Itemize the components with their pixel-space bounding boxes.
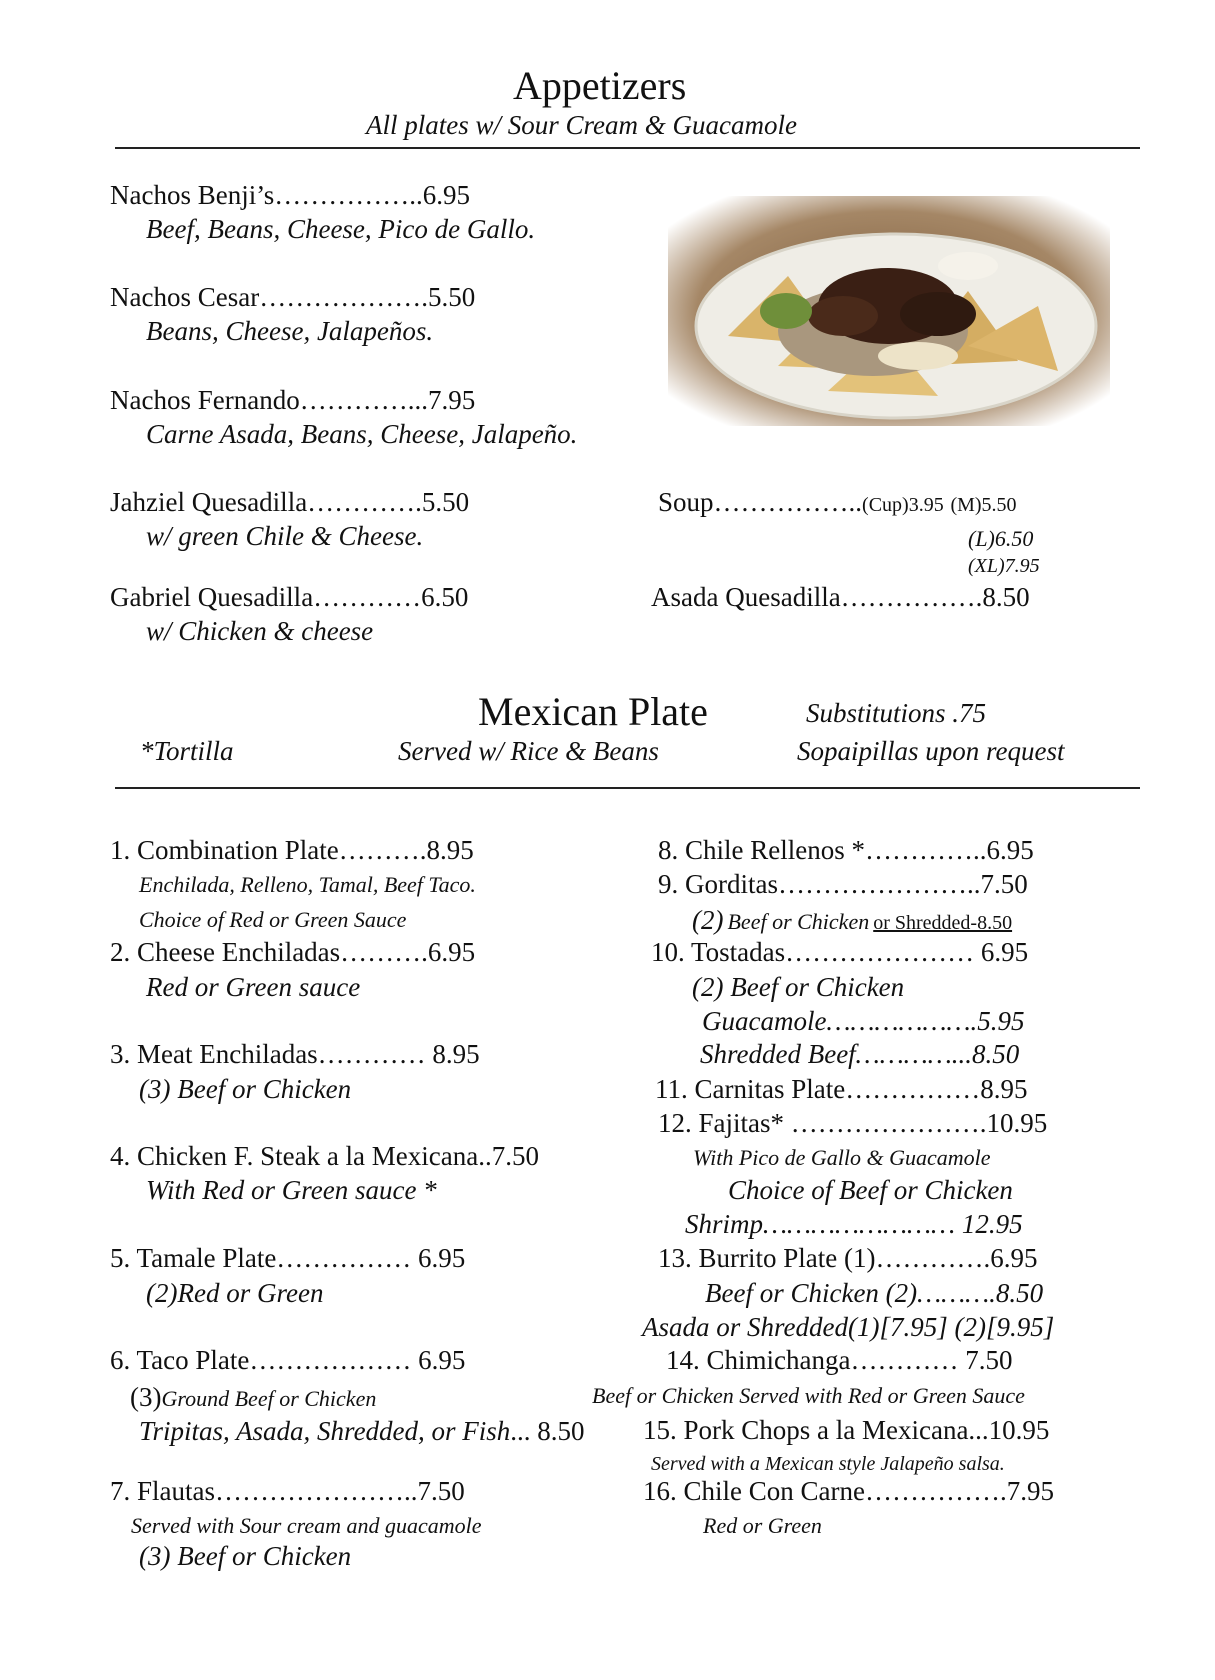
- mexican-plate-title: Mexican Plate: [478, 689, 708, 734]
- appetizers-subtitle: All plates w/ Sour Cream & Guacamole: [366, 110, 797, 140]
- menu-item-desc: Enchilada, Relleno, Tamal, Beef Taco.: [139, 872, 476, 897]
- sopaipillas-note: Sopaipillas upon request: [797, 736, 1065, 766]
- soup-m-price: (M)5.50: [950, 494, 1017, 516]
- appetizer-item-name: Gabriel Quesadilla…………6.50: [110, 582, 469, 612]
- menu-item-desc: With Pico de Gallo & Guacamole: [693, 1145, 991, 1170]
- appetizer-item-desc: w/ green Chile & Cheese.: [146, 521, 424, 551]
- menu-item-desc: Red or Green sauce: [146, 972, 361, 1002]
- appetizer-item-name: Jahziel Quesadilla………….5.50: [110, 487, 470, 517]
- menu-item-desc: (2) Beef or Chicken: [692, 972, 905, 1002]
- menu-item: 2. Cheese Enchiladas……….6.95: [110, 937, 476, 967]
- menu-item: 11. Carnitas Plate……………8.95: [655, 1074, 1028, 1104]
- appetizers-title: Appetizers: [513, 63, 687, 108]
- menu-item-desc: [130, 1384, 376, 1411]
- menu-item-desc-text: Beef or Chicken: [727, 909, 870, 934]
- appetizer-item-desc: Beans, Cheese, Jalapeños.: [146, 316, 434, 346]
- appetizer-item-name: Nachos Fernando…………...7.95: [110, 385, 476, 415]
- menu-item-desc: [139, 1418, 585, 1445]
- menu-item-option: Asada or Shredded(1)[7.95] (2)[9.95]: [642, 1312, 1055, 1342]
- tortilla-note: *Tortilla: [140, 736, 234, 766]
- menu-item-option: Guacamole……………….5.95: [702, 1006, 1025, 1036]
- menu-item: 9. Gorditas…………………..7.50: [658, 869, 1028, 899]
- menu-item-alt-price: or Shredded-8.50: [873, 912, 1013, 934]
- menu-item-count: (3): [130, 1382, 162, 1412]
- appetizers-divider: [115, 147, 1140, 149]
- menu-item: 6. Taco Plate……………… 6.95: [110, 1345, 466, 1375]
- menu-item-option: Beef or Chicken (2)……….8.50: [705, 1278, 1044, 1308]
- menu-item: 4. Chicken F. Steak a la Mexicana..7.50: [110, 1141, 539, 1171]
- menu-item: 3. Meat Enchiladas………… 8.95: [110, 1039, 480, 1069]
- menu-item-desc: Served with Sour cream and guacamole: [131, 1513, 482, 1538]
- appetizer-item-desc: Beef, Beans, Cheese, Pico de Gallo.: [146, 214, 536, 244]
- menu-item-desc: (2)Red or Green: [146, 1278, 324, 1308]
- menu-item: 1. Combination Plate……….8.95: [110, 835, 474, 865]
- menu-item-desc: With Red or Green sauce *: [146, 1175, 437, 1205]
- menu-item: 16. Chile Con Carne…………….7.95: [643, 1476, 1054, 1506]
- menu-item: 5. Tamale Plate…………… 6.95: [110, 1243, 466, 1273]
- mexican-plate-divider: [115, 787, 1140, 789]
- menu-item: 10. Tostadas………………… 6.95: [651, 937, 1029, 967]
- menu-item-desc: Red or Green: [703, 1513, 822, 1538]
- menu-item-desc: [692, 907, 1012, 934]
- soup-item: [658, 489, 1017, 516]
- substitutions-note: Substitutions .75: [806, 698, 987, 728]
- menu-item-desc-text: Ground Beef or Chicken: [161, 1386, 377, 1411]
- menu-item: 15. Pork Chops a la Mexicana...10.95: [643, 1415, 1050, 1445]
- menu-item-desc-text: Tripitas, Asada, Shredded, or Fish: [139, 1416, 511, 1446]
- menu-item-desc: Beef or Chicken Served with Red or Green Sauce: [592, 1383, 1025, 1408]
- appetizer-item-desc: Carne Asada, Beans, Cheese, Jalapeño.: [146, 419, 578, 449]
- menu-item: 14. Chimichanga………… 7.50: [666, 1345, 1013, 1375]
- menu-item-desc: (3) Beef or Chicken: [139, 1541, 352, 1571]
- nachos-plate-photo: [668, 196, 1110, 426]
- menu-item: 7. Flautas…………………..7.50: [110, 1476, 465, 1506]
- soup-name: Soup……………..: [658, 487, 863, 517]
- soup-xl-price: (XL)7.95: [968, 555, 1040, 577]
- served-with-note: Served w/ Rice & Beans: [398, 736, 659, 766]
- menu-item-option: Shrimp…………………… 12.95: [685, 1209, 1023, 1239]
- soup-cup-price: (Cup)3.95: [862, 494, 944, 516]
- menu-item-desc: Served with a Mexican style Jalapeño salsa.: [651, 1453, 1005, 1475]
- appetizer-item-name: Nachos Cesar……………….5.50: [110, 282, 476, 312]
- asada-quesadilla-item: Asada Quesadilla…………….8.50: [651, 582, 1030, 612]
- menu-item-price: ... 8.50: [510, 1416, 585, 1446]
- menu-item: 13. Burrito Plate (1)………….6.95: [658, 1243, 1038, 1273]
- menu-item: 12. Fajitas* ………………….10.95: [658, 1108, 1048, 1138]
- menu-item-option: Shredded Beef…………...8.50: [700, 1039, 1020, 1069]
- menu-item: 8. Chile Rellenos *…………..6.95: [658, 835, 1034, 865]
- appetizer-item-desc: w/ Chicken & cheese: [146, 616, 374, 646]
- soup-l-price: (L)6.50: [968, 526, 1034, 551]
- menu-item-desc: Choice of Red or Green Sauce: [139, 907, 407, 932]
- menu-item-count: (2): [692, 905, 724, 935]
- menu-item-desc: Choice of Beef or Chicken: [728, 1175, 1013, 1205]
- menu-item-desc: (3) Beef or Chicken: [139, 1074, 352, 1104]
- appetizer-item-name: Nachos Benji’s……………..6.95: [110, 180, 470, 210]
